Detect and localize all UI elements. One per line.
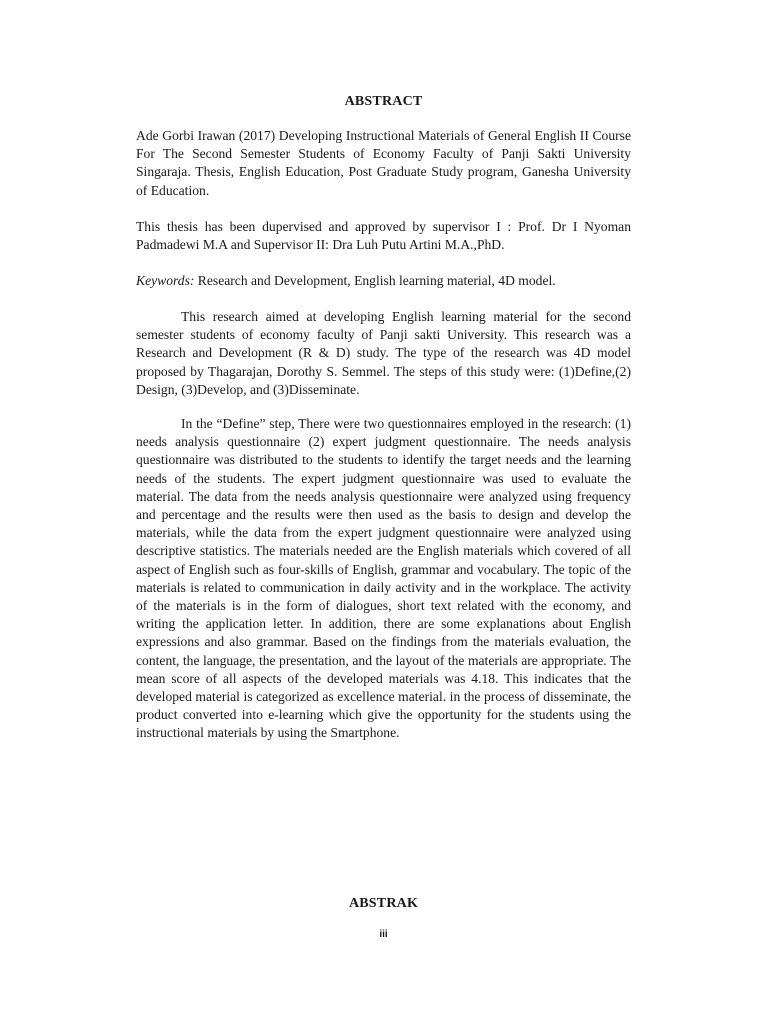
document-page bbox=[136, 0, 631, 1024]
keywords-label: Keywords: bbox=[136, 273, 195, 288]
page-number: iii bbox=[379, 929, 388, 940]
citation-paragraph: Ade Gorbi Irawan (2017) Developing Instructional Materials of General English II Course For The Second Semester Students of Economy Faculty of Panji Sakti University Singaraja. Thesis, English Education, Post Graduate Study program, Ganesha University of Education. bbox=[136, 128, 631, 198]
supervisor-paragraph: This thesis has been dupervised and approved by supervisor I : Prof. Dr I Nyoman Padmadewi M.A and Supervisor II: Dra Luh Putu Artini M.A.,PhD. bbox=[136, 219, 631, 253]
keywords-line bbox=[136, 272, 631, 290]
keywords-text: Research and Development, English learning material, 4D model. bbox=[194, 273, 556, 288]
abstrak-heading: ABSTRAK bbox=[348, 896, 419, 911]
body-paragraph-1: This research aimed at developing English learning material for the second semester students of economy faculty of Panji sakti University. This research was a Research and Development (R & D) study. The type of the research was 4D model proposed by Thagarajan, Dorothy S. Semmel. The steps of this study were: (1)Define,(2) Design, (3)Develop, and (3)Disseminate. bbox=[136, 309, 631, 397]
body-paragraph-2: In the “Define” step, There were two questionnaires employed in the research: (1) needs analysis questionnaire (2) expert judgment questionnaire. The needs analysis questionnaire was distributed to the students to identify the target needs and the learning needs of the students. The expert judgment questionnaire was used to evaluate the material. The data from the needs analysis questionnaire were analyzed using frequency and percentage and the results were then used as the basis to design and develop the materials, while the data from the expert judgment questionnaire were analyzed using descriptive statistics. The materials needed are the English materials which covered of all aspect of English such as four-skills of English, grammar and vocabulary. The topic of the materials is related to communication in daily activity and in the workplace. The activity of the materials is in the form of dialogues, short text related with the economy, and writing the application letter. In addition, there are some explanations about English expressions and also grammar. Based on the findings from the materials evaluation, the content, the language, the presentation, and the layout of the materials are appropriate. The mean score of all aspects of the developed materials was 4.18. This indicates that the developed material is categorized as excellence material. in the process of disseminate, the product converted into e-learning which give the opportunity for the students using the instructional materials by using the Smartphone. bbox=[136, 416, 631, 741]
abstract-heading: ABSTRACT bbox=[344, 94, 423, 109]
